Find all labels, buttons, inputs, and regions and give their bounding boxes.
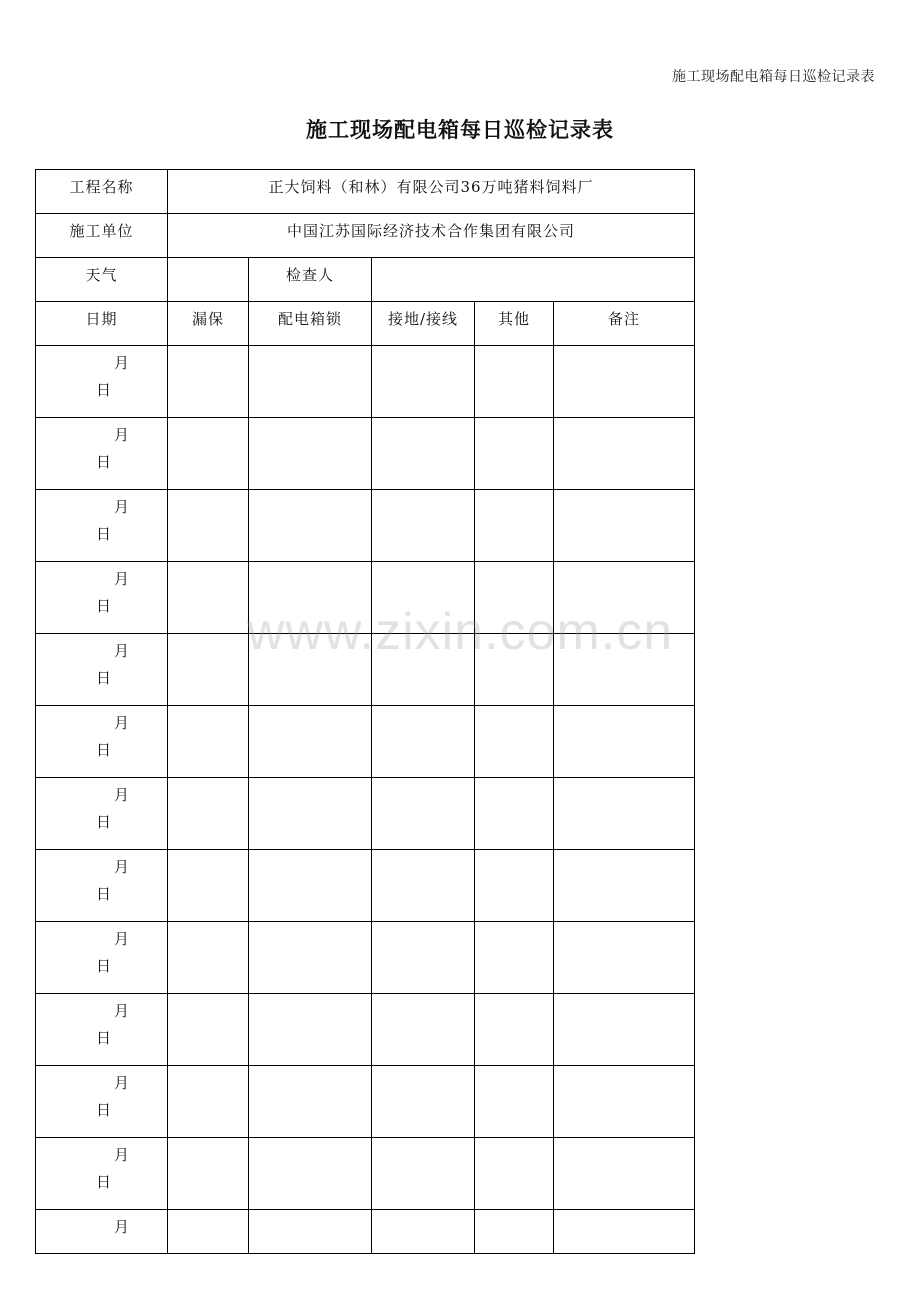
date-cell[interactable] [36,922,168,994]
day-label: 日 [96,741,113,759]
date-cell[interactable] [36,778,168,850]
col-header-grounding-wiring: 接地/接线 [372,302,475,346]
box-lock-cell[interactable] [249,994,372,1066]
box-lock-cell[interactable] [249,706,372,778]
box-lock-cell[interactable] [249,346,372,418]
watermark: www.zixin.com.cn [246,603,674,661]
day-label: 日 [96,381,113,399]
day-label: 日 [96,1173,113,1191]
project-value: 正大饲料（和林）有限公司36万吨猪料饲料厂 [268,178,594,196]
other-cell[interactable] [475,850,554,922]
day-label: 日 [96,525,113,543]
month-label: 月 [114,1074,131,1092]
day-label: 日 [96,957,113,975]
project-value-cell[interactable] [168,170,695,214]
month-label: 月 [114,570,131,588]
month-label: 月 [114,714,131,732]
grounding-wiring-cell[interactable] [372,922,475,994]
month-label: 月 [114,354,131,372]
leakage-protection-cell[interactable] [168,778,249,850]
box-lock-cell[interactable] [249,1066,372,1138]
grounding-wiring-cell[interactable] [372,490,475,562]
weather-label: 天气 [85,266,118,284]
other-cell[interactable] [475,1066,554,1138]
day-label: 日 [96,885,113,903]
table-row [36,346,695,418]
leakage-protection-cell[interactable] [168,706,249,778]
box-lock-cell[interactable] [249,418,372,490]
inspector-label: 检查人 [285,266,334,284]
col-header-box-lock: 配电箱锁 [249,302,372,346]
day-label: 日 [96,669,113,687]
box-lock-cell[interactable] [249,1210,372,1254]
grounding-wiring-cell[interactable] [372,850,475,922]
contractor-label-cell [36,214,168,258]
month-label: 月 [114,1146,131,1164]
month-label: 月 [114,786,131,804]
grounding-wiring-cell[interactable] [372,634,475,706]
other-cell[interactable] [475,1138,554,1210]
month-label: 月 [114,1002,131,1020]
remarks-cell[interactable] [554,706,695,778]
leakage-protection-cell[interactable] [168,922,249,994]
remarks-cell[interactable] [554,922,695,994]
month-label: 月 [114,426,131,444]
contractor-label: 施工单位 [69,222,134,240]
other-cell[interactable] [475,346,554,418]
grounding-wiring-cell[interactable] [372,562,475,634]
other-cell[interactable] [475,922,554,994]
table-row [36,706,695,778]
day-label: 日 [96,1101,113,1119]
remarks-cell[interactable] [554,346,695,418]
leakage-protection-cell[interactable] [168,634,249,706]
other-cell[interactable] [475,490,554,562]
table-row [36,418,695,490]
grounding-wiring-cell[interactable] [372,1210,475,1254]
month-label: 月 [114,858,131,876]
month-label: 月 [114,1218,131,1236]
box-lock-cell[interactable] [249,490,372,562]
leakage-protection-cell[interactable] [168,562,249,634]
day-label: 日 [96,597,113,615]
grounding-wiring-cell[interactable] [372,418,475,490]
table-row [36,634,695,706]
grounding-wiring-cell[interactable] [372,706,475,778]
date-cell[interactable] [36,1138,168,1210]
remarks-cell[interactable] [554,778,695,850]
remarks-cell[interactable] [554,994,695,1066]
col-header-date: 日期 [36,302,168,346]
leakage-protection-cell[interactable] [168,346,249,418]
weather-label-cell [36,258,168,302]
table-row [36,1138,695,1210]
inspector-value-cell[interactable] [372,258,695,302]
other-cell[interactable] [475,706,554,778]
other-cell[interactable] [475,778,554,850]
table-row [36,850,695,922]
other-cell[interactable] [475,418,554,490]
column-header-row [36,302,695,346]
grounding-wiring-cell[interactable] [372,778,475,850]
table-row [36,490,695,562]
remarks-cell[interactable] [554,418,695,490]
col-header-leakage-protection: 漏保 [168,302,249,346]
leakage-protection-cell[interactable] [168,490,249,562]
grounding-wiring-cell[interactable] [372,1138,475,1210]
inspection-table [35,169,695,1254]
month-label: 月 [114,498,131,516]
date-cell[interactable] [36,1066,168,1138]
table-row [36,1066,695,1138]
table-row [36,994,695,1066]
table-row [36,922,695,994]
remarks-cell[interactable] [554,1210,695,1254]
box-lock-cell[interactable] [249,562,372,634]
page-title: 施工现场配电箱每日巡检记录表 [306,118,614,142]
contractor-value: 中国江苏国际经济技术合作集团有限公司 [286,222,575,240]
date-cell[interactable] [36,706,168,778]
running-header: 施工现场配电箱每日巡检记录表 [672,69,875,85]
table-row [36,778,695,850]
date-cell[interactable] [36,634,168,706]
other-cell[interactable] [475,1210,554,1254]
col-header-other: 其他 [475,302,554,346]
remarks-cell[interactable] [554,562,695,634]
month-label: 月 [114,930,131,948]
other-cell[interactable] [475,994,554,1066]
leakage-protection-cell[interactable] [168,994,249,1066]
other-cell[interactable] [475,634,554,706]
date-cell[interactable] [36,418,168,490]
date-cell[interactable] [36,1210,168,1254]
leakage-protection-cell[interactable] [168,418,249,490]
col-header-remarks: 备注 [554,302,695,346]
remarks-cell[interactable] [554,490,695,562]
grounding-wiring-cell[interactable] [372,346,475,418]
date-cell[interactable] [36,562,168,634]
remarks-cell[interactable] [554,634,695,706]
month-label: 月 [114,642,131,660]
date-cell[interactable] [36,346,168,418]
project-label-cell [36,170,168,214]
grounding-wiring-cell[interactable] [372,994,475,1066]
box-lock-cell[interactable] [249,922,372,994]
box-lock-cell[interactable] [249,1138,372,1210]
leakage-protection-cell[interactable] [168,1210,249,1254]
date-cell[interactable] [36,994,168,1066]
box-lock-cell[interactable] [249,850,372,922]
weather-value-cell[interactable] [168,258,249,302]
leakage-protection-cell[interactable] [168,1066,249,1138]
leakage-protection-cell[interactable] [168,1138,249,1210]
contractor-value-cell[interactable] [168,214,695,258]
date-cell[interactable] [36,850,168,922]
day-label: 日 [96,453,113,471]
remarks-cell[interactable] [554,850,695,922]
table-row [36,1210,695,1254]
day-label: 日 [96,1029,113,1047]
table-row [36,562,695,634]
remarks-cell[interactable] [554,1138,695,1210]
inspector-label-cell [249,258,372,302]
other-cell[interactable] [475,562,554,634]
box-lock-cell[interactable] [249,778,372,850]
day-label: 日 [96,813,113,831]
date-cell[interactable] [36,490,168,562]
leakage-protection-cell[interactable] [168,850,249,922]
remarks-cell[interactable] [554,1066,695,1138]
project-label: 工程名称 [69,178,134,196]
box-lock-cell[interactable] [249,634,372,706]
grounding-wiring-cell[interactable] [372,1066,475,1138]
